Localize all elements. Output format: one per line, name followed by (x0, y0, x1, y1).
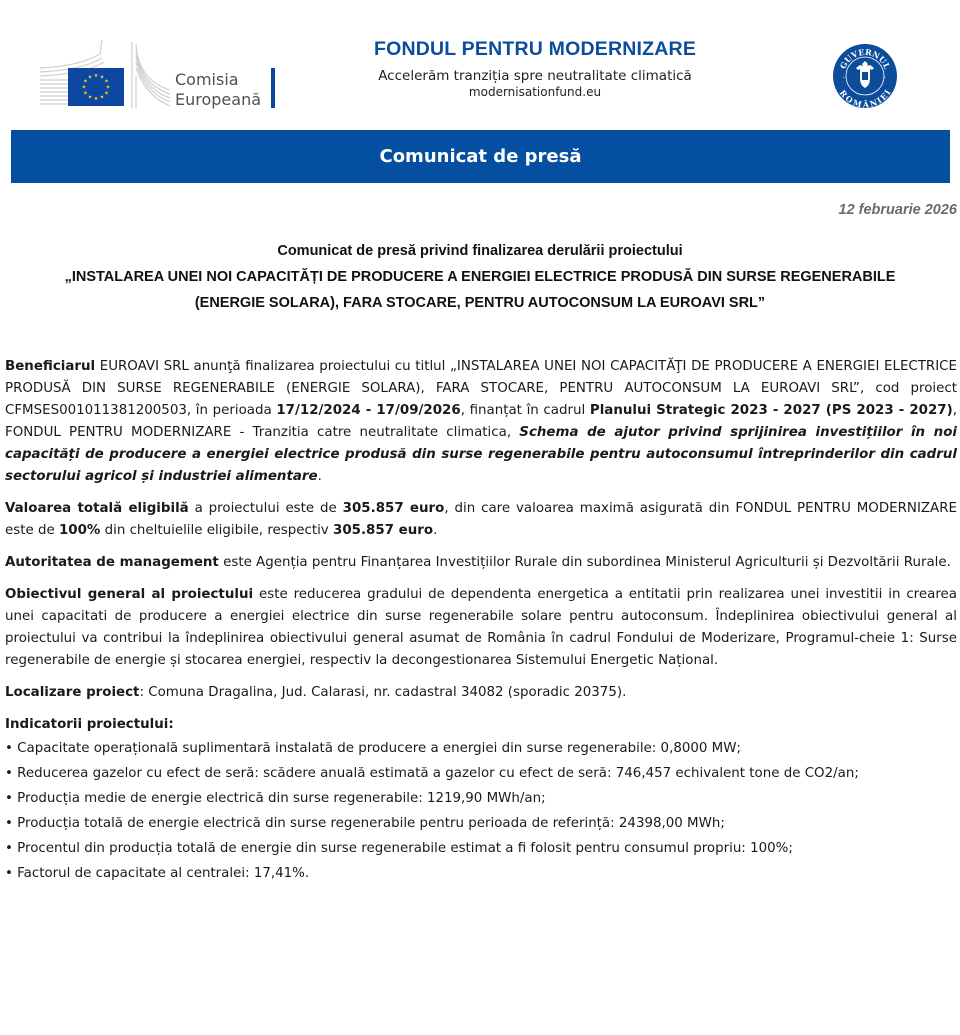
ec-logo-line2: Europeană (175, 90, 262, 109)
indicators-title: Indicatorii proiectului: (5, 717, 174, 732)
funded-amount: 305.857 euro (333, 523, 434, 538)
svg-text:•: • (884, 75, 886, 80)
beneficiary-text: , FONDUL PENTRU MODERNIZARE - Tranzitia catre neutralitate climatica, (5, 403, 958, 440)
svg-text:★: ★ (87, 94, 93, 101)
svg-text:★: ★ (104, 78, 109, 85)
aid-scheme: Schema de ajutor privind sprijinirea investițiilor în noi capacități de producere a energiei electrice produsă din surse regenerabile pentru autoconsumul întreprinderilor din cadrul sectorului agricol și industriei alimentare (5, 425, 958, 484)
project-period: 17/12/2024 - 17/09/2026 (276, 403, 461, 418)
svg-text:★: ★ (87, 74, 93, 81)
authority-label: Autoritatea de management (5, 555, 219, 570)
indicator-item: • Capacitate operațională suplimentară instalată de producere a energiei din surse regenerabile: 0,8000 MW; (5, 738, 957, 760)
total-eligible-amount: 305.857 euro (342, 501, 445, 516)
authority-text: este Agenția pentru Finanțarea Investițiilor Rurale din subordinea Ministerul Agriculturii și Dezvoltării Rurale. (218, 555, 951, 570)
ec-logo-text (175, 70, 261, 110)
svg-text:★: ★ (83, 78, 88, 85)
value-label: Valoarea totală eligibilă (5, 501, 189, 516)
value-paragraph (5, 498, 957, 542)
title-line-1: Comunicat de presă privind finalizarea derulării proiectului (277, 243, 683, 259)
strategic-plan: Planului Strategic 2023 - 2027 (PS 2023 - 2027) (589, 403, 953, 418)
value-text: din cheltuielile eligibile, respectiv (100, 523, 333, 538)
objective-label: Obiectivul general al proiectului (5, 587, 254, 602)
european-commission-logo (40, 40, 280, 110)
beneficiary-text: , finanțat în cadrul (460, 403, 590, 418)
location-text: : Comuna Dragalina, Jud. Calarasi, nr. cadastral 34082 (sporadic 20375). (139, 685, 627, 700)
value-text: , din care valoarea maximă asigurată din FONDUL PENTRU MODERNIZARE este de (5, 501, 957, 538)
svg-text:ROMÂNIEI: ROMÂNIEI (837, 87, 893, 109)
title-line-2: „INSTALAREA UNEI NOI CAPACITĂȚI DE PRODUCERE A ENERGIEI ELECTRICE PRODUSĂ DIN SURSE REGENERABILE (64, 269, 896, 285)
page-header (0, 0, 960, 128)
indicator-item: • Producția medie de energie electrică din surse regenerabile: 1219,90 MWh/an; (5, 788, 957, 810)
title-line-3: (ENERGIE SOLARA), FARA STOCARE, PENTRU AUTOCONSUM LA EUROAVI SRL” (194, 295, 766, 311)
fund-title: FONDUL PENTRU MODERNIZARE (373, 38, 697, 60)
romanian-government-logo (832, 43, 898, 109)
modernisation-fund-header (330, 38, 740, 99)
svg-text:★: ★ (105, 84, 111, 91)
svg-text:★: ★ (83, 90, 88, 97)
svg-text:★: ★ (93, 73, 99, 79)
banner-title: Comunicat de presă (379, 146, 582, 167)
authority-paragraph (5, 552, 957, 574)
beneficiary-label: Beneficiarul (5, 359, 96, 374)
eu-flag-icon (68, 68, 124, 106)
indicator-item: • Reducerea gazelor cu efect de seră: scădere anuală estimată a gazelor cu efect de seră: 746,457 echivalent tone de CO2/an; (5, 763, 957, 785)
press-release-banner (11, 130, 950, 183)
beneficiary-paragraph (5, 356, 957, 488)
objective-text: este reducerea gradului de dependenta energetica a entitatii prin realizarea unei investitii in crearea unei capacitati de producere a energiei electrice din surse regenerabile solare pentru autoconsum. Îndeplinirea obiectivului general al proiectului va contribui la îndeplinirea obiectivului general asumat de România în cadrul Fondului de Moderizare, Programul-cheie 1: Surse regenerabile de energie și stocarea energiei, respectiv la decongestionarea Sistemului Energetic Național. (5, 587, 957, 668)
location-label: Localizare proiect (5, 685, 140, 700)
ec-logo-line1: Comisia (175, 70, 239, 89)
indicator-item: • Procentul din producția totală de energie din surse regenerabile estimat a fi folosit pentru consumul propriu: 100%; (5, 838, 957, 860)
indicator-item: • Producția totală de energie electrică din surse regenerabile pentru perioada de referință: 24398,00 MWh; (5, 813, 957, 835)
release-date: 12 februarie 2026 (838, 202, 957, 218)
value-text: . (433, 523, 438, 538)
svg-text:GUVERNUL: GUVERNUL (837, 46, 893, 71)
svg-text:★: ★ (81, 84, 87, 91)
beneficiary-text: . (317, 469, 322, 484)
svg-text:★: ★ (99, 94, 105, 101)
beneficiary-text: EUROAVI SRL anunţă finalizarea proiectului cu titlul „INSTALAREA UNEI NOI CAPACITĂŢI DE PRODUCERE A ENERGIEI ELECTRICE PRODUSĂ DIN SURSE REGENERABILE (ENERGIE SOLARA), FARA STOCARE, PENTRU AUTOCONSUM LA EUROAVI SRL”, cod proiect CFMSES001011381200503, în perioada (5, 359, 957, 418)
location-paragraph (5, 682, 957, 704)
press-release-body (5, 356, 957, 888)
objective-paragraph (5, 584, 957, 672)
svg-text:★: ★ (104, 90, 109, 97)
svg-text:★: ★ (93, 96, 99, 102)
indicators-list (5, 738, 957, 885)
svg-text:•: • (843, 75, 845, 80)
ec-logo-divider (271, 68, 275, 108)
press-release-title (0, 238, 960, 316)
value-text: a proiectului este de (188, 501, 343, 516)
indicator-item: • Factorul de capacitate al centralei: 17,41%. (5, 863, 957, 885)
fund-tagline: Accelerăm tranziția spre neutralitate climatică (378, 68, 692, 84)
fund-url: modernisationfund.eu (468, 85, 602, 99)
svg-text:★: ★ (99, 74, 105, 81)
funding-percent: 100% (58, 523, 101, 538)
